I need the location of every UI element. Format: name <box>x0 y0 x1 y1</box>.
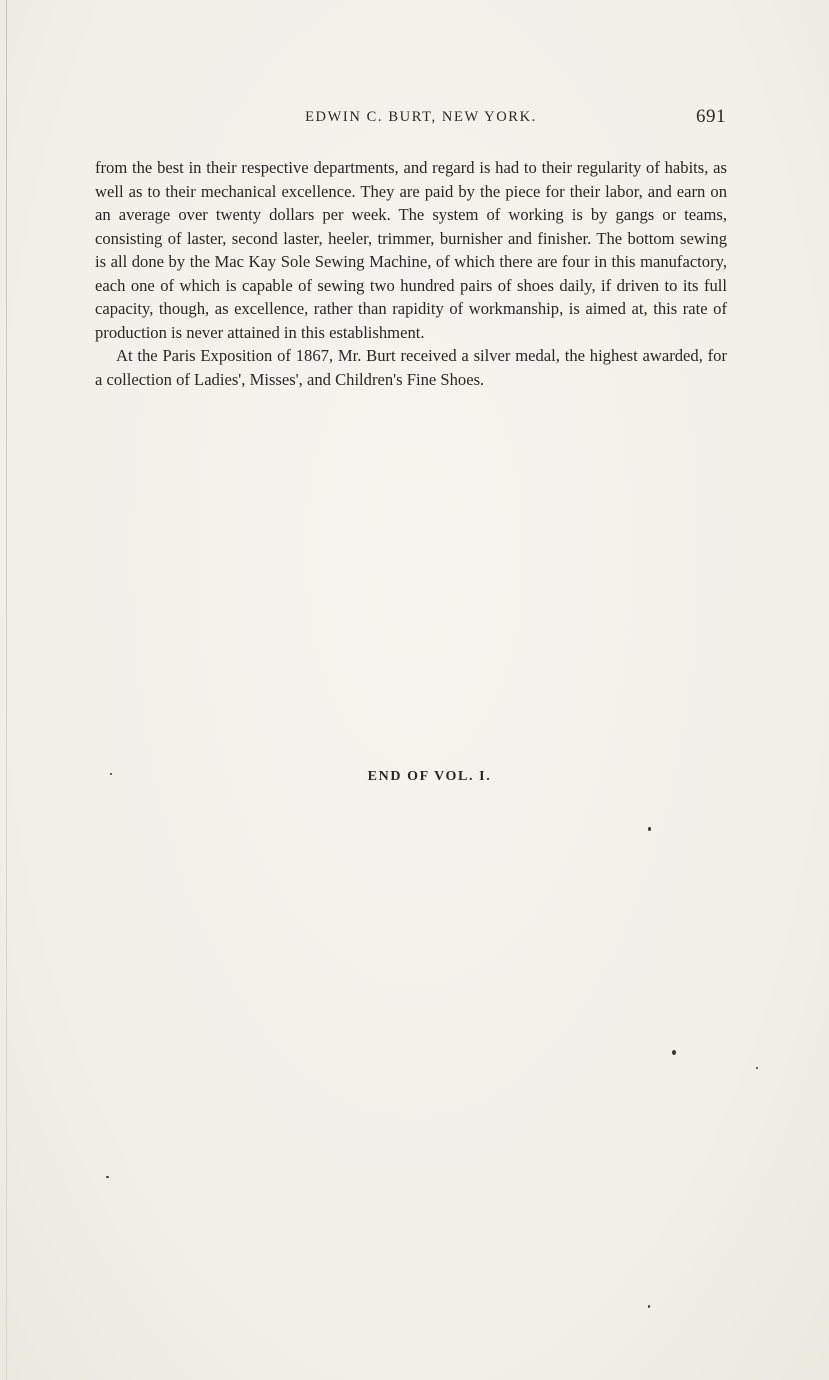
running-head: EDWIN C. BURT, NEW YORK. <box>305 109 537 125</box>
page-header <box>96 106 726 130</box>
ink-speck <box>672 1050 676 1055</box>
ink-speck <box>106 1176 109 1178</box>
ink-speck <box>648 827 651 831</box>
ink-speck <box>648 1305 650 1308</box>
paragraph-paris-exposition: At the Paris Exposition of 1867, Mr. Burt received a silver medal, the highest awarded, for a collection of Ladies', Misses', and Children's Fine Shoes. <box>95 346 727 389</box>
body-text <box>95 156 727 391</box>
page-number: 691 <box>696 106 726 127</box>
page-edge <box>6 0 7 1380</box>
ink-speck <box>110 773 112 775</box>
ink-speck <box>756 1067 758 1069</box>
end-of-volume-mark: END OF VOL. I. <box>367 769 492 784</box>
paragraph-continued: from the best in their respective departments, and regard is had to their regularity of habits, as well as to their mechanical excellence. They are paid by the piece for their labor, and earn on an average over twenty dollars per week. The system of working is by gangs or teams, consisting of laster, second laster, heeler, trimmer, burnisher and finisher. The bottom sewing is all done by the Mac Kay Sole Sewing Machine, of which there are four in this manufactory, each one of which is capable of sewing two hundred pairs of shoes daily, if driven to its full capacity, though, as excellence, rather than rapidity of workmanship, is aimed at, this rate of production is never attained in this establishment. <box>95 158 727 342</box>
